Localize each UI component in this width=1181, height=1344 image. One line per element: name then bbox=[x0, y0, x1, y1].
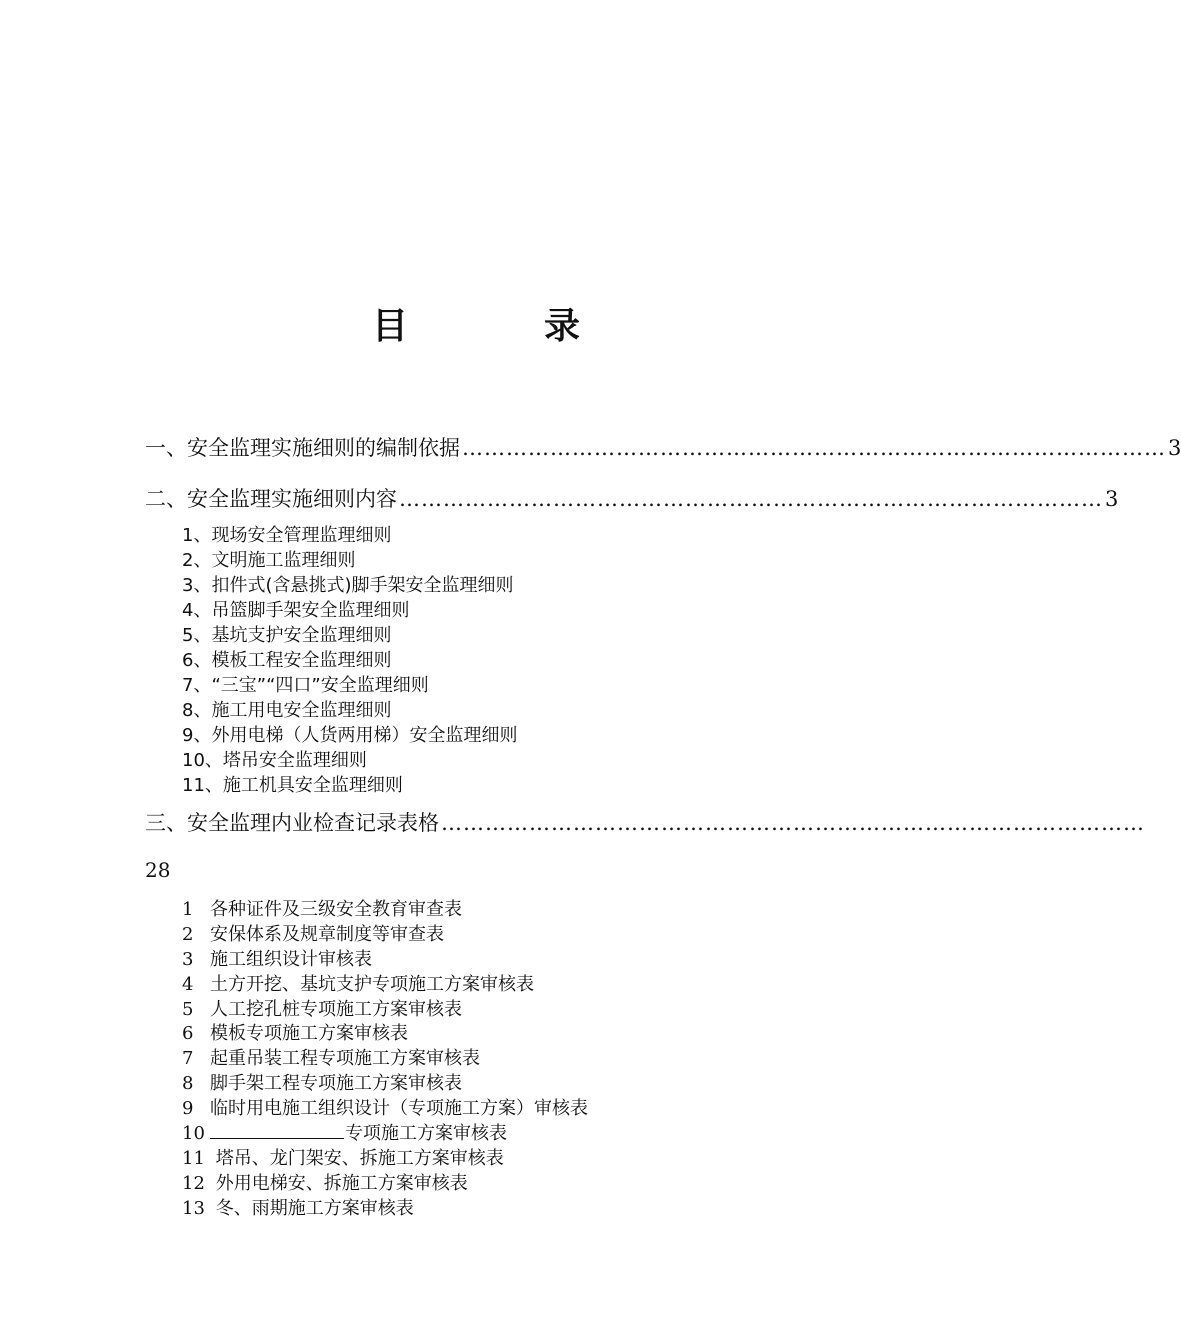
page-number: 3 bbox=[1105, 487, 1119, 511]
form-label: 人工挖孔桩专项施工方案审核表 bbox=[210, 999, 462, 1020]
title-char-1: 目 bbox=[372, 306, 409, 347]
section-label: 二、安全监理实施细则内容 bbox=[145, 487, 397, 511]
form-number: 12 bbox=[182, 1173, 205, 1194]
toc-item[interactable]: 4、吊篮脚手架安全监理细则 bbox=[182, 600, 410, 621]
page-number: 3 bbox=[1168, 436, 1181, 460]
toc-section-1[interactable] bbox=[145, 432, 1181, 462]
blank-underline bbox=[210, 1122, 344, 1139]
form-label: 各种证件及三级安全教育审查表 bbox=[210, 899, 462, 920]
form-number: 6 bbox=[182, 1023, 194, 1044]
form-item[interactable] bbox=[182, 1094, 588, 1120]
form-number: 3 bbox=[182, 949, 194, 970]
toc-item[interactable]: 9、外用电梯（人货两用梯）安全监理细则 bbox=[182, 725, 518, 746]
dot-leader: …………………………………………………………………………………… bbox=[399, 487, 1103, 511]
toc-item[interactable]: 10、塔吊安全监理细则 bbox=[182, 750, 367, 771]
toc-section-3[interactable] bbox=[145, 807, 1145, 837]
form-label: 施工组织设计审核表 bbox=[210, 949, 372, 970]
form-number: 13 bbox=[182, 1198, 205, 1219]
toc-item[interactable]: 11、施工机具安全监理细则 bbox=[182, 775, 403, 796]
form-item[interactable] bbox=[182, 920, 444, 946]
form-item[interactable] bbox=[182, 945, 372, 971]
form-number: 8 bbox=[182, 1073, 194, 1094]
form-label: 专项施工方案审核表 bbox=[345, 1123, 507, 1144]
form-number: 7 bbox=[182, 1048, 194, 1069]
page-number: 28 bbox=[145, 858, 171, 882]
form-label: 临时用电施工组织设计（专项施工方案）审核表 bbox=[210, 1098, 588, 1119]
form-label: 起重吊装工程专项施工方案审核表 bbox=[210, 1048, 480, 1069]
form-label: 塔吊、龙门架安、拆施工方案审核表 bbox=[210, 1148, 504, 1169]
toc-item[interactable]: 3、扣件式(含悬挑式)脚手架安全监理细则 bbox=[182, 575, 514, 596]
form-item[interactable] bbox=[182, 1044, 480, 1070]
form-number: 5 bbox=[182, 999, 194, 1020]
form-item[interactable] bbox=[182, 1169, 468, 1195]
toc-item[interactable]: 5、基坑支护安全监理细则 bbox=[182, 625, 392, 646]
toc-item[interactable]: 7、“三宝”“四口”安全监理细则 bbox=[182, 675, 429, 696]
dot-leader: …………………………………………………………………………………… bbox=[462, 436, 1166, 460]
form-label: 外用电梯安、拆施工方案审核表 bbox=[210, 1173, 468, 1194]
form-number: 1 bbox=[182, 899, 194, 920]
dot-leader: …………………………………………………………………………………… bbox=[441, 811, 1145, 835]
form-item[interactable] bbox=[182, 895, 462, 921]
form-number: 4 bbox=[182, 974, 194, 995]
section-label: 一、安全监理实施细则的编制依据 bbox=[145, 436, 460, 460]
form-number: 9 bbox=[182, 1098, 194, 1119]
form-label: 安保体系及规章制度等审查表 bbox=[210, 924, 444, 945]
form-label: 模板专项施工方案审核表 bbox=[210, 1023, 408, 1044]
form-item[interactable] bbox=[182, 1019, 408, 1045]
toc-item[interactable]: 2、文明施工监理细则 bbox=[182, 550, 356, 571]
form-label: 土方开挖、基坑支护专项施工方案审核表 bbox=[210, 974, 534, 995]
toc-item[interactable]: 1、现场安全管理监理细则 bbox=[182, 525, 392, 546]
form-item[interactable] bbox=[182, 1069, 462, 1095]
toc-item[interactable]: 6、模板工程安全监理细则 bbox=[182, 650, 392, 671]
form-number: 10 bbox=[182, 1123, 205, 1144]
section-label: 三、安全监理内业检查记录表格 bbox=[145, 811, 439, 835]
form-label: 冬、雨期施工方案审核表 bbox=[210, 1198, 414, 1219]
toc-section-2[interactable] bbox=[145, 483, 1119, 513]
toc-title bbox=[0, 298, 950, 348]
form-number: 2 bbox=[182, 924, 194, 945]
form-item[interactable] bbox=[182, 995, 462, 1021]
title-char-2: 录 bbox=[544, 306, 581, 347]
form-item[interactable] bbox=[182, 1144, 504, 1170]
form-item[interactable] bbox=[182, 1119, 507, 1145]
toc-item[interactable]: 8、施工用电安全监理细则 bbox=[182, 700, 392, 721]
form-item[interactable] bbox=[182, 970, 534, 996]
form-number: 11 bbox=[182, 1148, 205, 1169]
form-label: 脚手架工程专项施工方案审核表 bbox=[210, 1073, 462, 1094]
form-item[interactable] bbox=[182, 1194, 414, 1220]
